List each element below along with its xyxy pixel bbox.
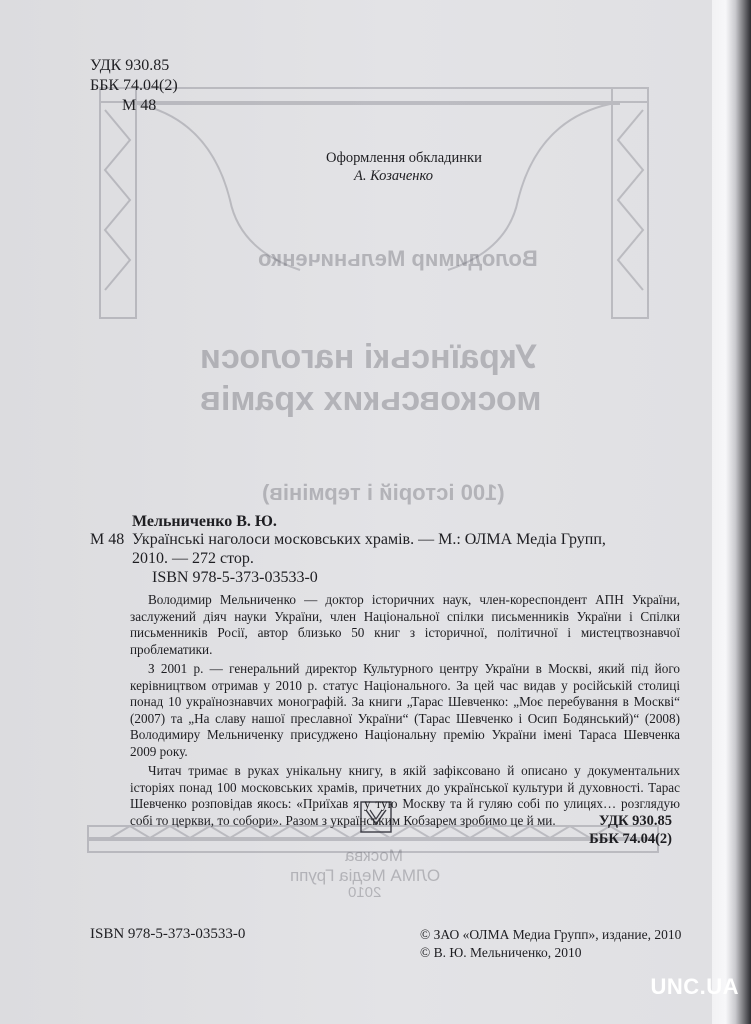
copyright-author: © В. Ю. Мельниченко, 2010: [420, 945, 582, 960]
ghost-city: Москва: [345, 846, 404, 865]
cover-designer-name: А. Козаченко: [354, 168, 433, 184]
annotation: [130, 592, 680, 829]
copyright-publisher: © ЗАО «ОЛМА Медиа Групп», издание, 2010: [420, 927, 682, 942]
bbk-code-top: ББК 74.04(2): [90, 77, 178, 94]
annotation-paragraph-1: Володимир Мельниченко — доктор історичних наук, член-кореспондент АПН України, заслужений діяч науки України, член Національної спілки письменників України і Спілки письменників Росії, автор близько 50 книг з історичної, політичної і мистецтвознавчої проблематики.: [130, 592, 680, 657]
ghost-title-line2: московських храмів: [200, 380, 542, 418]
catalog-mark: М 48: [90, 531, 125, 548]
bbk-code-bottom: ББК 74.04(2): [589, 831, 672, 847]
ghost-publisher: ОЛМА Медіа Групп: [290, 866, 441, 885]
annotation-paragraph-2: З 2001 р. — генеральний директор Культурного центру України в Москві, який під його керівництвом отримав у 2010 р. статус Національного. За цей час видав у російській столиці понад 10 українознавчих монографій. За книги „Тарас Шевченко: „Моє перебування в Москві“ (2007) та „На славу нашої преславної України“ (Тарас Шевченко і Осип Бодянський)“ (2008) Володимиру Мельниченку присуджено Національну премію України імені Тараса Шевченка 2009 року.: [130, 661, 680, 759]
ghost-year: 2010: [348, 884, 382, 901]
udk-code-top: УДК 930.85: [90, 57, 170, 74]
ghost-author: Володимир Мельниченко: [258, 246, 538, 271]
catalog-isbn: ISBN 978-5-373-03533-0: [152, 569, 318, 586]
cover-design-label: Оформлення обкладинки: [326, 150, 482, 166]
author-mark-top: М 48: [122, 97, 157, 114]
udk-code-bottom: УДК 930.85: [598, 813, 672, 829]
footer-isbn: ISBN 978-5-373-03533-0: [90, 926, 246, 942]
site-watermark: UNC.UA: [650, 974, 739, 999]
ghost-subtitle: (100 історій і термінів): [262, 480, 505, 505]
catalog-title-line2: 2010. — 272 стор.: [132, 550, 254, 567]
catalog-title-line1: Українські наголоси московських храмів. — М.: ОЛМА Медіа Групп,: [132, 531, 606, 548]
book-edge: [712, 0, 751, 1024]
catalog-author: Мельниченко В. Ю.: [132, 513, 277, 530]
annotation-paragraph-3: Читач тримає в руках унікальну книгу, в якій зафіксовано й описано у документальних історіях понад 100 московських храмів, причетних до української культури й духовності. Тарас Шевченко розповідав якось: «Приїхав я у тую Москву та й гуляю собі по улицях… розглядую собі то церкви, то собори». Разом з українським Кобзарем зробимо це й ми.: [130, 763, 680, 828]
ghost-title-line1: Українські наголоси: [200, 338, 537, 376]
